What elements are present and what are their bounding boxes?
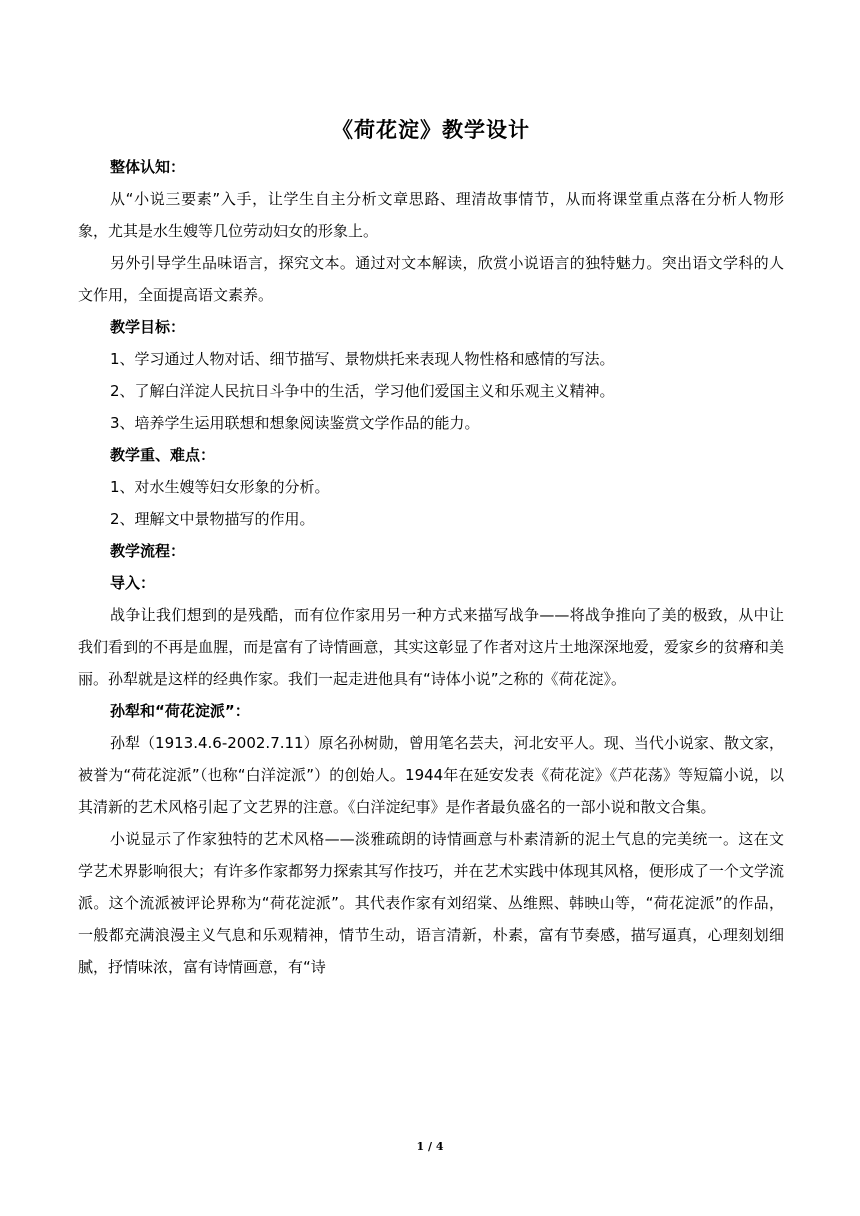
- page-number: 1 / 4: [416, 1140, 444, 1153]
- section-heading-key-points: 教学重、难点：: [110, 446, 216, 464]
- section-heading-intro: 导入：: [110, 574, 156, 592]
- section-heading-process: 教学流程：: [110, 542, 186, 560]
- section-heading-overall: 整体认知：: [110, 158, 186, 176]
- list-item: 3、培养学生运用联想和想象阅读鉴赏文学作品的能力。: [110, 414, 480, 432]
- paragraph: 从“小说三要素”入手，让学生自主分析文章思路、理清故事情节，从而将课堂重点落在分析人物形象，尤其是水生嫂等几位劳动妇女的形象上。: [78, 190, 784, 240]
- list-item: 2、理解文中景物描写的作用。: [110, 510, 315, 528]
- section-heading-goals: 教学目标：: [110, 318, 186, 336]
- document-body: [78, 115, 784, 983]
- paragraph: 另外引导学生品味语言，探究文本。通过对文本解读，欣赏小说语言的独特魅力。突出语文学科的人文作用，全面提高语文素养。: [78, 254, 784, 304]
- list-item: 2、了解白洋淀人民抗日斗争中的生活，学习他们爱国主义和乐观主义精神。: [110, 382, 615, 400]
- list-item: 1、对水生嫂等妇女形象的分析。: [110, 478, 330, 496]
- section-heading-author: 孙犁和“荷花淀派”：: [110, 702, 250, 720]
- list-item: 1、学习通过人物对话、细节描写、景物烘托来表现人物性格和感情的写法。: [110, 350, 615, 368]
- paragraph: 战争让我们想到的是残酷，而有位作家用另一种方式来描写战争——将战争推向了美的极致，从中让我们看到的不再是血腥，而是富有了诗情画意，其实这彰显了作者对这片土地深深地爱，爱家乡的贫瘠和美丽。孙犁就是这样的经典作家。我们一起走进他具有“诗体小说”之称的《荷花淀》。: [78, 606, 784, 688]
- document-title: 《荷花淀》教学设计: [332, 118, 530, 142]
- paragraph: 小说显示了作家独特的艺术风格——淡雅疏朗的诗情画意与朴素清新的泥土气息的完美统一。这在文学艺术界影响很大；有许多作家都努力探索其写作技巧，并在艺术实践中体现其风格，便形成了一个文学流派。这个流派被评论界称为“荷花淀派”。其代表作家有刘绍棠、丛维熙、韩映山等，“荷花淀派”的作品，一般都充满浪漫主义气息和乐观精神，情节生动，语言清新，朴素，富有节奏感，描写逼真，心理刻划细腻，抒情味浓，富有诗情画意，有“诗: [78, 830, 784, 976]
- paragraph: 孙犁（1913.4.6-2002.7.11）原名孙树勋，曾用笔名芸夫，河北安平人。现、当代小说家、散文家，被誉为“荷花淀派”（也称“白洋淀派”）的创始人。1944年在延安发表《荷花淀》《芦花荡》等短篇小说，以其清新的艺术风格引起了文艺界的注意。《白洋淀纪事》是作者最负盛名的一部小说和散文合集。: [78, 734, 784, 816]
